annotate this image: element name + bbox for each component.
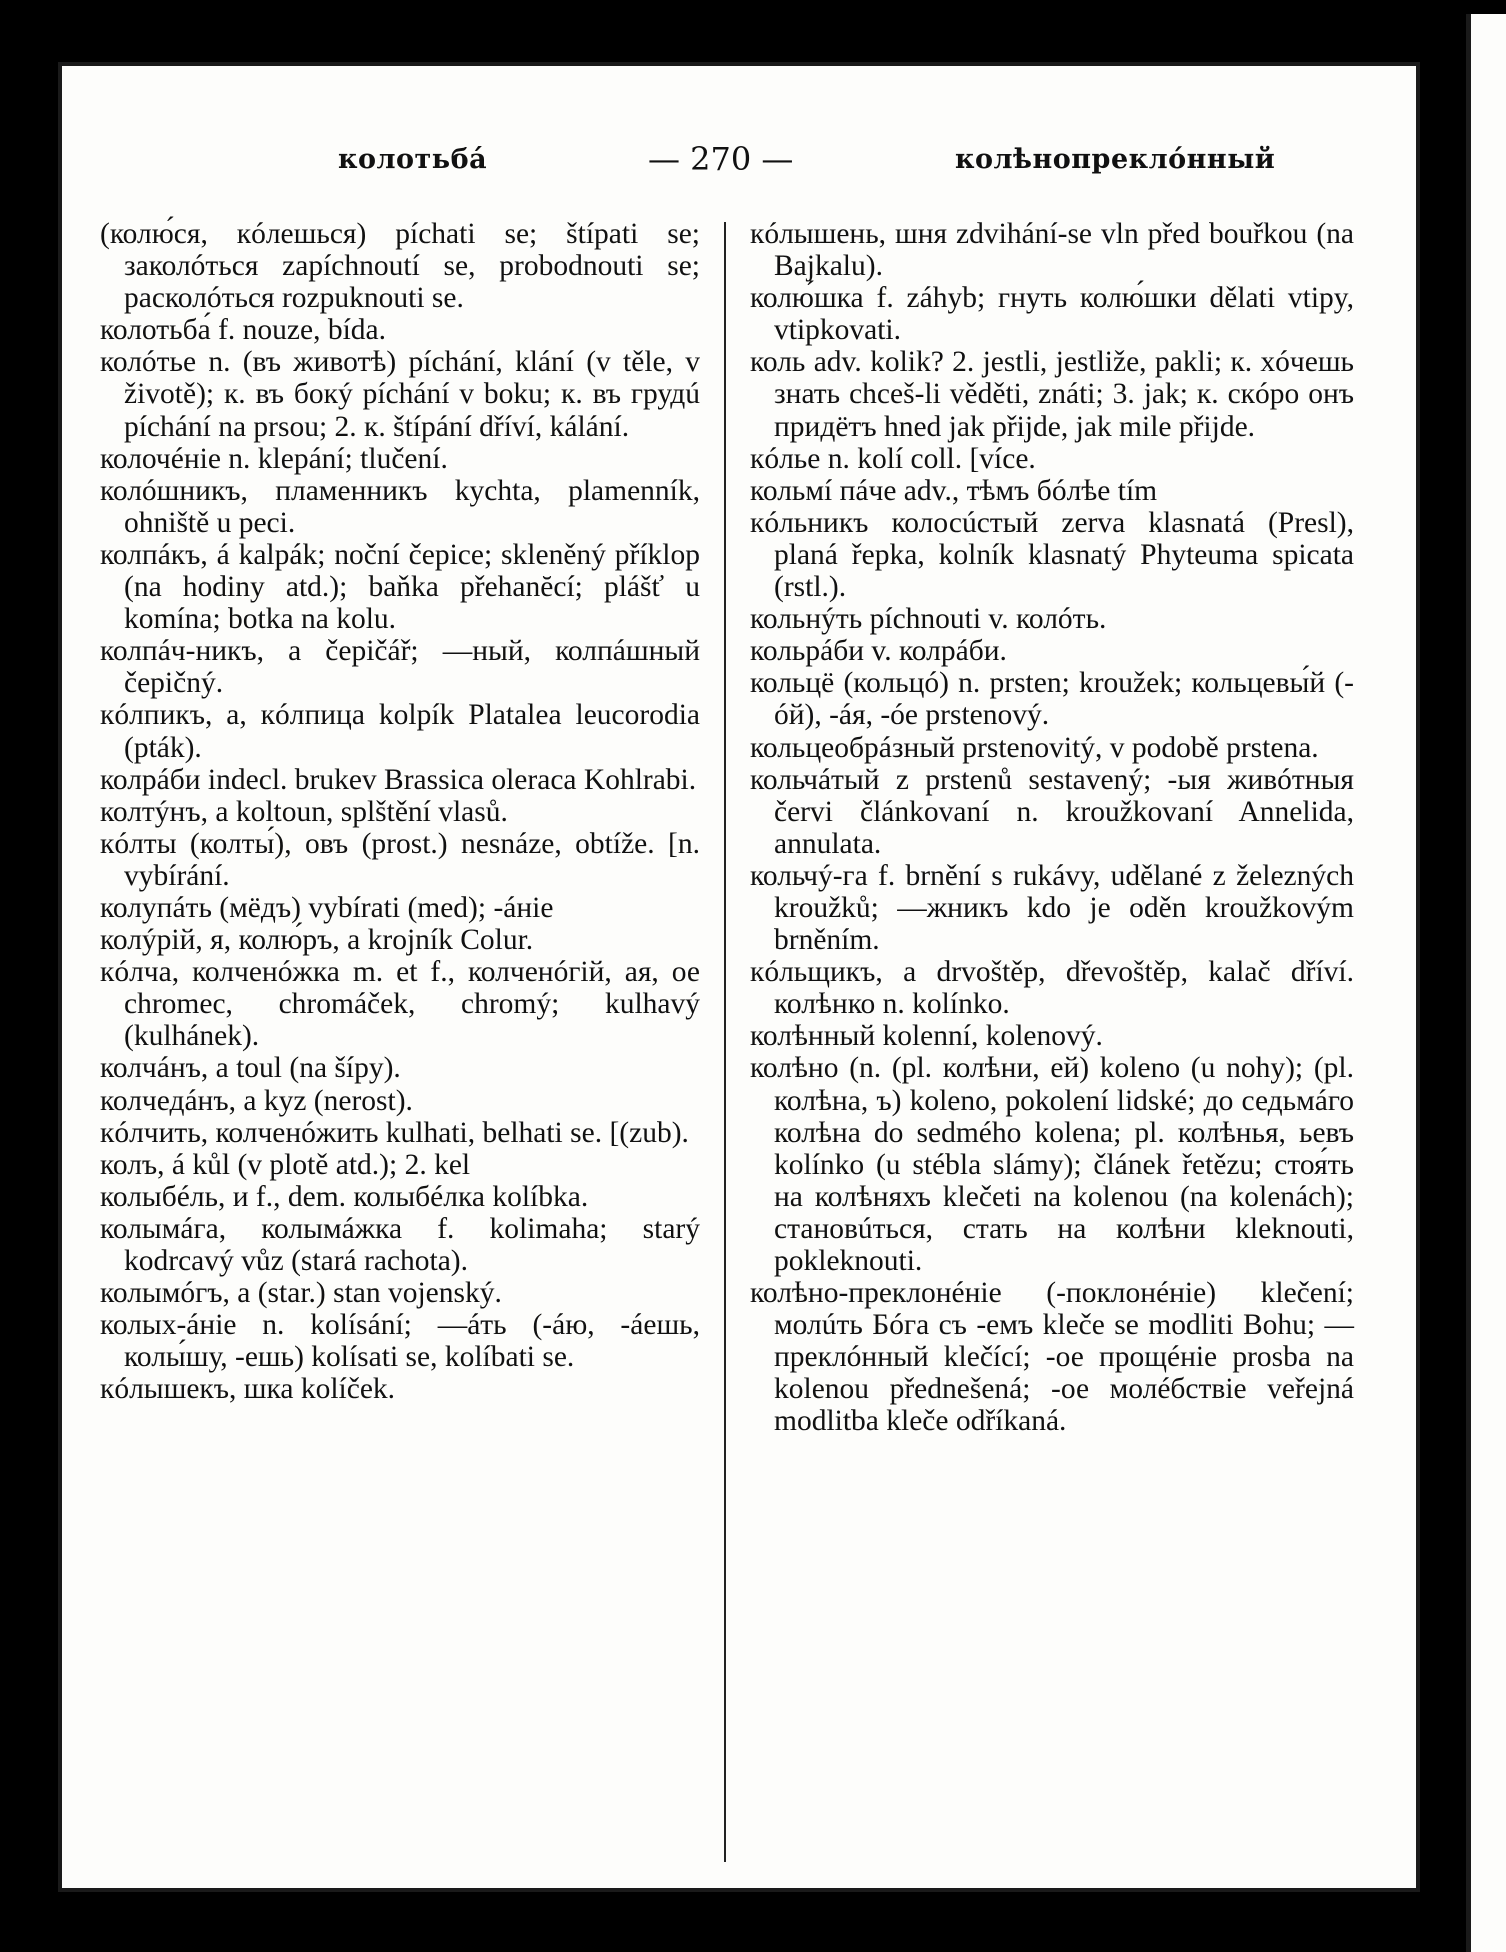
- running-head-right: колѣнопреклóнный: [955, 144, 1276, 175]
- entry: кольчý-га f. brnění s rukávy, udělané z železných kroužků; —жникъ kdo je oděn kroužkovým brněním.: [750, 859, 1354, 957]
- entry: кольрáби v. колрáби.: [750, 635, 1007, 668]
- entry: колóшникъ, пламенникъ kychta, plamenník, ohniště u peci.: [100, 474, 700, 539]
- entry: колымóгъ, a (star.) stan vojenský.: [100, 1277, 502, 1310]
- entry: колѣнный kolenní, kolenový.: [750, 1020, 1103, 1053]
- entry: кóльникъ колосúстый zerva klasnatá (Presl), planá řepka, kolník klasnatý Phyteuma spicata (rstl.).: [750, 506, 1354, 604]
- right-column: [750, 218, 1354, 1438]
- entry: кольчáтый z prstenů sestavený; -ыя живóтныя červi článkovaní n. kroužkovaní Annelida, annulata.: [750, 763, 1354, 860]
- entry: кóлты (колты́), овъ (prost.) nesnáze, obtíže. [n. vybírání.: [100, 827, 700, 892]
- entry: колчедáнъ, a kyz (nerost).: [100, 1084, 413, 1117]
- entry: колых-áніе n. kolísání; —áть (-áю, -áешь, колы́шу, -ешь) kolísati se, kolíbati se.: [100, 1309, 700, 1374]
- entry: колпáч-никъ, a čepičář; —ный, колпáшный čepičný.: [100, 635, 700, 700]
- entry: колю́шка f. záhyb; гнуть колю́шки dělati vtipy, vtipkovati.: [750, 282, 1354, 347]
- running-head-left: колотьба́: [338, 144, 488, 175]
- entry: колъ, á kůl (v plotě atd.); 2. kel: [100, 1148, 471, 1181]
- entry: колѣно-преклонéніе (-поклонéніе) klečení; молúть Бóга съ -емъ kleče se modliti Bohu; —преклóнный klečící; -ое прощéніе prosba na kolenou přednešená; -ое молéбствіе veřejná modlitba kleče odříkaná.: [750, 1277, 1354, 1438]
- column-divider: [724, 222, 726, 1862]
- entry: колѣно (n. (pl. колѣни, ей) koleno (u nohy); (pl. колѣна, ъ) koleno, pokolení lidské; до седьмáго колѣна do sedmého kolena; pl. колѣнья, ьевъ kolínko (u stébla slámy); článek řetězu; стоя́ть на колѣняхъ klečeti na kolenou (na kolenách); становúться, стать на колѣни kleknouti, pokleknouti.: [750, 1052, 1354, 1277]
- entry: колотьба́ f. nouze, bída.: [100, 314, 387, 347]
- left-column: [100, 218, 700, 1405]
- entry: колýрій, я, колю́ръ, a krojník Colur.: [100, 924, 534, 957]
- entry: колыбéль, и f., dem. колыбéлка kolíbka.: [100, 1180, 589, 1213]
- entry: кóлпикъ, a, кóлпица kolpík Platalea leucorodia (pták).: [100, 699, 700, 764]
- entry: колтýнъ, a koltoun, splštění vlasů.: [100, 795, 508, 828]
- entry: кольнýть píchnouti v. колóть.: [750, 603, 1107, 636]
- entry: кóлышень, шня zdvihání-se vln před bouřkou (na Bajkalu).: [750, 218, 1354, 283]
- page-number: — 270 —: [648, 140, 794, 178]
- entry: колупáть (мёдъ) vybírati (med); -áніе: [100, 891, 554, 924]
- entry: кóлышекъ, шка kolíček.: [100, 1373, 396, 1406]
- entry: колымáга, колымáжка f. kolimaha; starý kodrcavý vůz (stará rachota).: [100, 1212, 700, 1277]
- running-head: [100, 140, 1280, 184]
- entry: (колю́ся, кóлешься) píchati se; štípati se; заколóться zapíchnoutí se, probodnouti se; расколóться rozpuknouti se.: [100, 218, 700, 315]
- entry: колпáкъ, á kalpák; noční čepice; skleněný příklop (na hodiny atd.); baňka přehanĕcí; plášť u komína; botka na kolu.: [100, 538, 700, 636]
- entry: кóлье n. kolí coll. [více.: [750, 442, 1036, 475]
- entry: кольмí пáче adv., тѣмъ бóлѣе tím: [750, 474, 1158, 507]
- entry: кóлчить, колченóжить kulhati, belhati se. [(zub).: [100, 1116, 689, 1149]
- entry: кольцё (кольцó) n. prsten; kroužek; кольцевы́й (-óй), -áя, -óе prstenový.: [750, 667, 1354, 732]
- entry: кольцеобрáзный prstenovitý, v podobě prstena.: [750, 731, 1319, 764]
- entry: колóтье n. (въ животѣ) píchání, klání (v těle, v životě); к. въ бокý píchání v boku; к. въ грудú píchání na prsou; 2. к. štípání dříví, kálání.: [100, 346, 700, 443]
- adjacent-page-edge: [1466, 14, 1506, 1952]
- entry: коль adv. kolik? 2. jestli, jestliže, pakli; к. хóчешь знать chceš-li věděti, znáti; 3. jak; к. скóро онъ придётъ hned jak přijde, jak mile přijde.: [750, 346, 1354, 443]
- entry: колрáби indecl. brukev Brassica oleraca Kohlrabi.: [100, 763, 697, 796]
- entry: колчáнъ, a toul (na šípy).: [100, 1052, 401, 1085]
- entry: кóлча, колченóжка m. et f., колченóгій, ая, ое chromec, chromáček, chromý; kulhavý (kulhánek).: [100, 956, 700, 1053]
- entry: кóльщикъ, a drvoštěp, dřevoštěp, kalač dříví. колѣнко n. kolínko.: [750, 956, 1354, 1021]
- entry: колочéніе n. klepání; tlučení.: [100, 442, 448, 475]
